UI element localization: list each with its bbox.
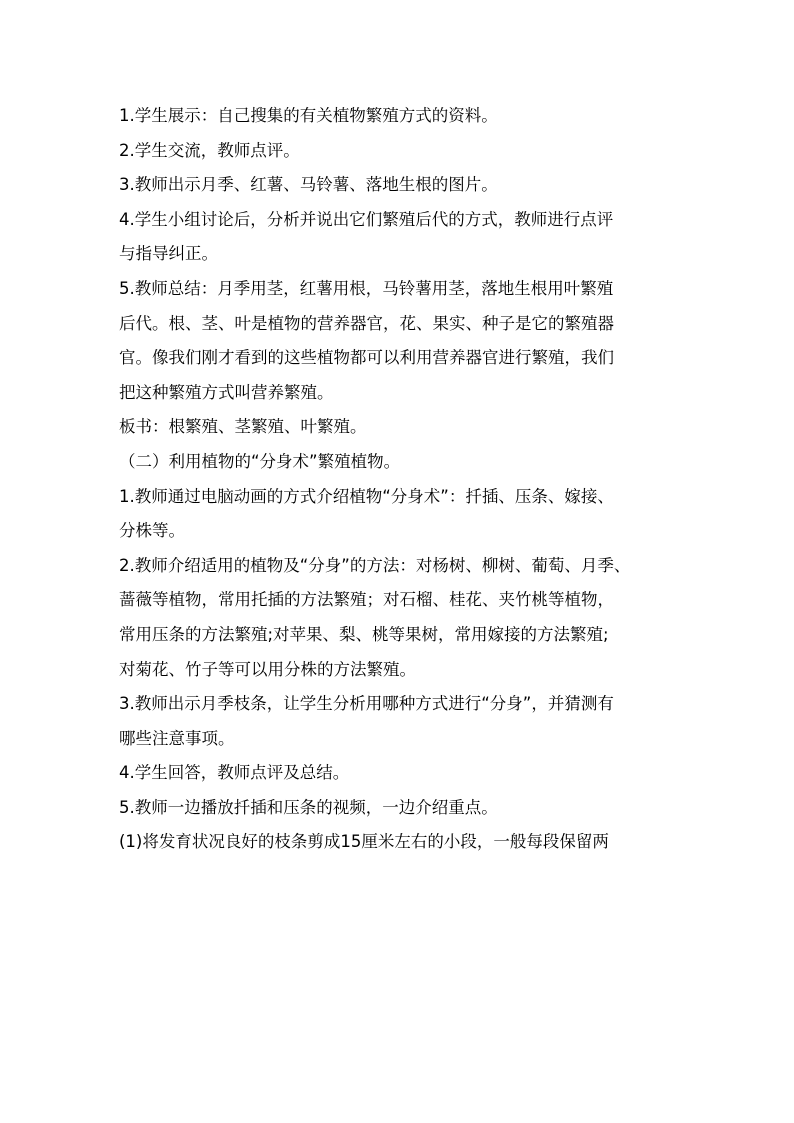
- paragraph-line-5: 与指导纠正。: [119, 244, 218, 264]
- paragraph-line-6: 5.教师总结：月季用茎，红薯用根，马铃薯用茎，落地生根用叶繁殖: [119, 278, 614, 298]
- paragraph-line-12: 1.教师通过电脑动画的方式介绍植物“分身术”：扦插、压条、嫁接、: [119, 486, 614, 506]
- document-body: [119, 99, 679, 860]
- paragraph-line-22: (1)将发育状况良好的枝条剪成15厘米左右的小段，一般每段保留两: [119, 832, 609, 852]
- paragraph-line-3: 3.教师出示月季、红薯、马铃薯、落地生根的图片。: [119, 175, 498, 195]
- paragraph-line-20: 4.学生回答，教师点评及总结。: [119, 763, 350, 783]
- paragraph-line-15: 蔷薇等植物，常用托插的方法繁殖；对石榴、桂花、夹竹桃等植物，: [119, 590, 614, 610]
- paragraph-line-2: 2.学生交流，教师点评。: [119, 140, 300, 160]
- paragraph-line-19: 哪些注意事项。: [119, 728, 235, 748]
- blackboard-note: 板书：根繁殖、茎繁殖、叶繁殖。: [119, 417, 367, 437]
- paragraph-line-14: 2.教师介绍适用的植物及“分身”的方法：对杨树、柳树、葡萄、月季、: [119, 555, 631, 575]
- section-heading: （二）利用植物的“分身术”繁殖植物。: [119, 451, 401, 471]
- paragraph-line-17: 对菊花、竹子等可以用分株的方法繁殖。: [119, 659, 416, 679]
- paragraph-line-7: 后代。根、茎、叶是植物的营养器官，花、果实、种子是它的繁殖器: [119, 313, 614, 333]
- paragraph-line-4: 4.学生小组讨论后，分析并说出它们繁殖后代的方式，教师进行点评: [119, 209, 614, 229]
- paragraph-line-13: 分株等。: [119, 521, 185, 541]
- paragraph-line-9: 把这种繁殖方式叫营养繁殖。: [119, 382, 334, 402]
- paragraph-line-18: 3.教师出示月季枝条，让学生分析用哪种方式进行“分身”，并猜测有: [119, 694, 614, 714]
- paragraph-line-8: 官。像我们刚才看到的这些植物都可以利用营养器官进行繁殖，我们: [119, 348, 614, 368]
- paragraph-line-1: 1.学生展示：自己搜集的有关植物繁殖方式的资料。: [119, 106, 498, 125]
- paragraph-line-16: 常用压条的方法繁殖;对苹果、梨、桃等果树，常用嫁接的方法繁殖;: [119, 624, 609, 644]
- paragraph-line-21: 5.教师一边播放扦插和压条的视频，一边介绍重点。: [119, 797, 498, 817]
